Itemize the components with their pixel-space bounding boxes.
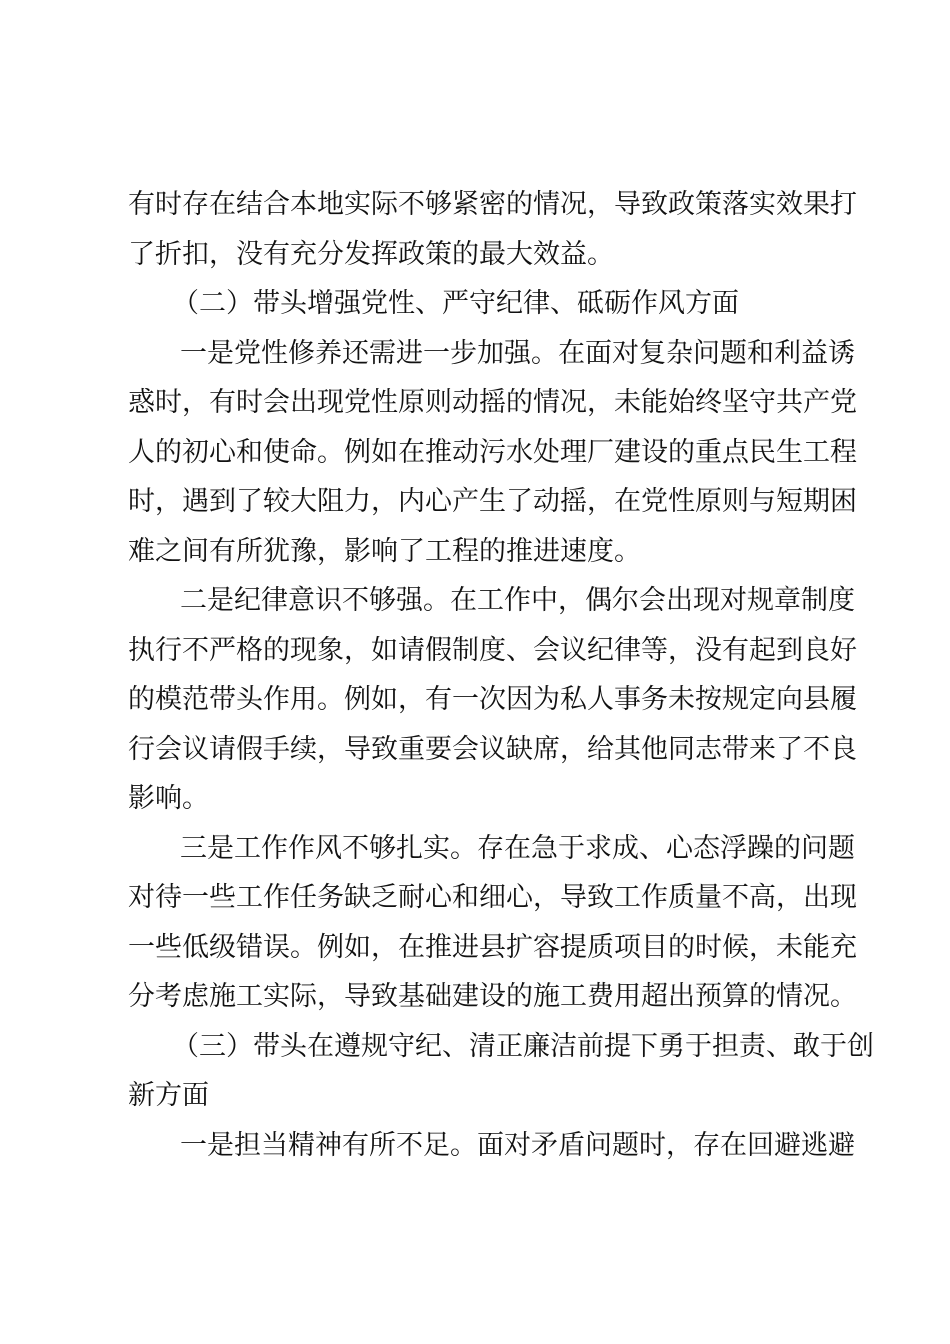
section-heading-3: （三）带头在遵规守纪、清正廉洁前提下勇于担责、敢于创 bbox=[172, 1030, 874, 1062]
paragraph-line: 一些低级错误。例如，在推进县扩容提质项目的时候，未能充 bbox=[128, 931, 857, 963]
paragraph-line: 惑时，有时会出现党性原则动摇的情况，未能始终坚守共产党 bbox=[128, 387, 857, 418]
paragraph-line: 有时存在结合本地实际不够紧密的情况，导致政策落实效果打 bbox=[128, 189, 857, 220]
paragraph-line: 对待一些工作任务缺乏耐心和细心，导致工作质量不高，出现 bbox=[128, 882, 857, 913]
paragraph-line: 分考虑施工实际，导致基础建设的施工费用超出预算的情况。 bbox=[128, 981, 857, 1012]
paragraph-line: 行会议请假手续，导致重要会议缺席，给其他同志带来了不良 bbox=[128, 733, 857, 765]
paragraph-line: 人的初心和使命。例如在推动污水处理厂建设的重点民生工程 bbox=[128, 436, 857, 468]
paragraph-line: 时，遇到了较大阻力，内心产生了动摇，在党性原则与短期困 bbox=[128, 486, 857, 517]
paragraph-line: 二是纪律意识不够强。在工作中，偶尔会出现对规章制度 bbox=[180, 585, 855, 616]
paragraph-line: 的模范带头作用。例如，有一次因为私人事务未按规定向县履 bbox=[128, 684, 857, 715]
paragraph-line: 一是党性修养还需进一步加强。在面对复杂问题和利益诱 bbox=[180, 337, 855, 369]
paragraph-line: 执行不严格的现象，如请假制度、会议纪律等，没有起到良好 bbox=[128, 634, 857, 666]
paragraph-line: 难之间有所犹豫，影响了工程的推进速度。 bbox=[128, 535, 641, 567]
paragraph-line: 新方面 bbox=[128, 1080, 209, 1111]
paragraph-line: 一是担当精神有所不足。面对矛盾问题时，存在回避逃避 bbox=[180, 1129, 855, 1161]
paragraph-line: 影响。 bbox=[128, 783, 209, 814]
paragraph-line: 三是工作作风不够扎实。存在急于求成、心态浮躁的问题 bbox=[180, 832, 855, 864]
paragraph-line: 了折扣，没有充分发挥政策的最大效益。 bbox=[128, 238, 614, 270]
document-body bbox=[128, 180, 874, 1170]
section-heading-2: （二）带头增强党性、严守纪律、砥砺作风方面 bbox=[172, 288, 739, 319]
